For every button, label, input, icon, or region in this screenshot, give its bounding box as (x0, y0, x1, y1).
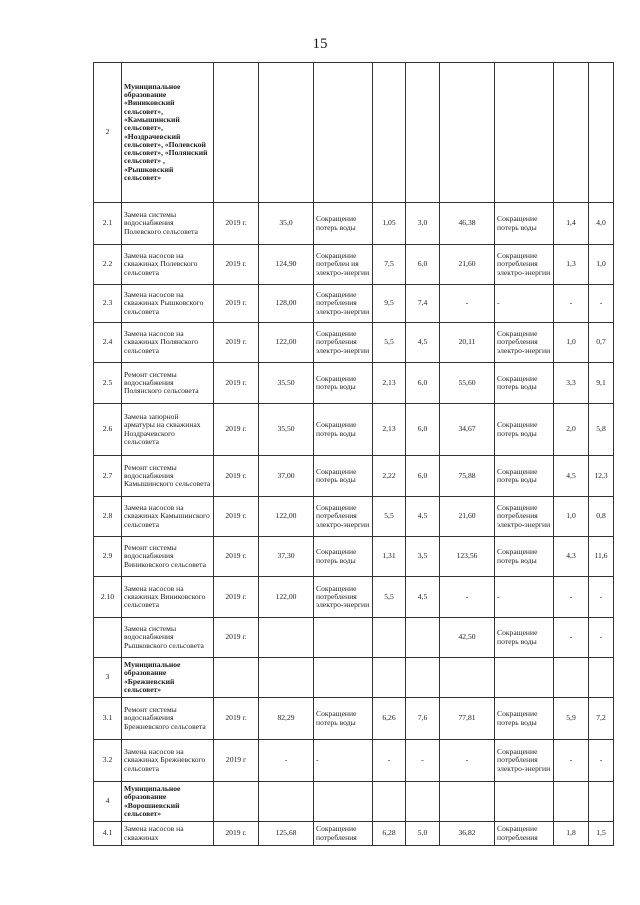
table-row (94, 404, 614, 456)
table-row (94, 245, 614, 285)
value3-cell: 3,3 (554, 363, 589, 404)
row-number: 2.5 (94, 363, 122, 404)
measure-name: Ремонт системы водоснабжения Полянского сельсовета (122, 363, 214, 404)
effect-cell: Сокращение потреблен ия электро-энергии (314, 245, 373, 285)
cost2-cell: - (440, 740, 495, 782)
value1-cell: 7,5 (373, 245, 406, 285)
value3-cell: 1,8 (554, 822, 589, 846)
year-cell: 2019 г. (214, 618, 259, 658)
value2-cell: 3,5 (406, 537, 440, 577)
value1-cell: 6,26 (373, 698, 406, 740)
empty-cell (314, 658, 373, 698)
cost-cell: 128,00 (259, 285, 314, 323)
row-number: 3.1 (94, 698, 122, 740)
value3-cell: 5,9 (554, 698, 589, 740)
empty-cell (406, 658, 440, 698)
value4-cell: 0,7 (589, 323, 614, 363)
empty-cell (314, 782, 373, 822)
cost2-cell: 42,50 (440, 618, 495, 658)
value2-cell: 4,5 (406, 497, 440, 537)
section-row (94, 658, 614, 698)
table-row (94, 456, 614, 497)
value1-cell: 2,13 (373, 404, 406, 456)
year-cell: 2019 г. (214, 285, 259, 323)
measure-name: Замена запорной арматуры на скважинах Ноздрачевского сельсовета (122, 404, 214, 456)
measures-table (93, 62, 614, 846)
empty-cell (259, 658, 314, 698)
effect-cell: Сокращение потребления электро-энергии (314, 285, 373, 323)
value2-cell: 6,0 (406, 404, 440, 456)
value2-cell: - (406, 740, 440, 782)
empty-cell (554, 658, 589, 698)
effect-cell: Сокращение потерь воды (314, 698, 373, 740)
empty-cell (589, 782, 614, 822)
effect-cell: Сокращение потерь воды (314, 537, 373, 577)
measure-name: Замена насосов на скважинах Рышковского сельсовета (122, 285, 214, 323)
municipality-name: Муниципальное образование «Брежневский сельсовет» (122, 658, 214, 698)
effect2-cell: Сокращение потребления электро-энергии (495, 497, 554, 537)
effect2-cell: Сокращение потребления электро-энергии (495, 245, 554, 285)
cost-cell (259, 618, 314, 658)
value4-cell: - (589, 577, 614, 618)
cost2-cell: 123,56 (440, 537, 495, 577)
value4-cell: 5,8 (589, 404, 614, 456)
value3-cell: 1,0 (554, 323, 589, 363)
measure-name: Ремонт системы водоснабжения Брежневского сельсовета (122, 698, 214, 740)
value1-cell: 1,05 (373, 203, 406, 245)
effect2-cell: Сокращение потерь воды (495, 203, 554, 245)
row-number: 2.2 (94, 245, 122, 285)
table-row (94, 618, 614, 658)
row-number (94, 618, 122, 658)
value4-cell: 1,0 (589, 245, 614, 285)
empty-cell (314, 63, 373, 203)
effect-cell: Сокращение потребления электро-энергии (314, 323, 373, 363)
row-number: 2.1 (94, 203, 122, 245)
empty-cell (554, 782, 589, 822)
table-row (94, 285, 614, 323)
value2-cell: 4,5 (406, 577, 440, 618)
section-row (94, 63, 614, 203)
row-number: 2.3 (94, 285, 122, 323)
row-number: 2.4 (94, 323, 122, 363)
empty-cell (495, 658, 554, 698)
cost-cell: 82,29 (259, 698, 314, 740)
cost-cell: 37,00 (259, 456, 314, 497)
effect2-cell: Сокращение потребления электро-энергии (495, 323, 554, 363)
row-number: 2.8 (94, 497, 122, 537)
cost-cell: - (259, 740, 314, 782)
row-number: 3.2 (94, 740, 122, 782)
effect2-cell: Сокращение потребления (495, 822, 554, 846)
effect2-cell: Сокращение потерь воды (495, 456, 554, 497)
value2-cell: 6,0 (406, 245, 440, 285)
value4-cell: 1,5 (589, 822, 614, 846)
value4-cell: - (589, 740, 614, 782)
measure-name: Ремонт системы водоснабжения Камышинского сельсовета (122, 456, 214, 497)
effect2-cell: - (495, 285, 554, 323)
year-cell: 2019 г. (214, 323, 259, 363)
value3-cell: - (554, 618, 589, 658)
effect2-cell: Сокращение потерь воды (495, 404, 554, 456)
municipality-name: Муниципальное образование «Виниковский сельсовет», «Камышинский сельсовет», «Ноздрачевский сельсовет», «Полевской сельсовет», «Полянский сельсовет» , «Рышковский сельсовет» (122, 63, 214, 203)
empty-cell (214, 658, 259, 698)
empty-cell (554, 63, 589, 203)
cost-cell: 122,00 (259, 497, 314, 537)
table-row (94, 323, 614, 363)
row-number: 2.10 (94, 577, 122, 618)
empty-cell (373, 63, 406, 203)
row-number: 3 (94, 658, 122, 698)
empty-cell (440, 658, 495, 698)
measure-name: Замена насосов на скважинах Камышинского сельсовета (122, 497, 214, 537)
value2-cell: 7,4 (406, 285, 440, 323)
value4-cell: - (589, 285, 614, 323)
cost2-cell: - (440, 285, 495, 323)
row-number: 4.1 (94, 822, 122, 846)
empty-cell (214, 63, 259, 203)
value1-cell: 5,5 (373, 323, 406, 363)
table-row (94, 740, 614, 782)
value2-cell: 6,0 (406, 363, 440, 404)
empty-cell (440, 63, 495, 203)
year-cell: 2019 г. (214, 404, 259, 456)
value1-cell: 5,5 (373, 577, 406, 618)
cost-cell: 35,50 (259, 363, 314, 404)
effect-cell: Сокращение потребления (314, 822, 373, 846)
measure-name: Замена системы водоснабжения Полевского сельсовета (122, 203, 214, 245)
empty-cell (373, 658, 406, 698)
row-number: 2.6 (94, 404, 122, 456)
value4-cell: 11,6 (589, 537, 614, 577)
table-row (94, 537, 614, 577)
value4-cell: 4,0 (589, 203, 614, 245)
value3-cell: 1,0 (554, 497, 589, 537)
cost-cell: 37,30 (259, 537, 314, 577)
value1-cell: 6,28 (373, 822, 406, 846)
measure-name: Замена насосов на скважинах Полевского сельсовета (122, 245, 214, 285)
effect-cell: Сокращение потерь воды (314, 456, 373, 497)
measure-name: Замена системы водоснабжения Рышковского сельсовета (122, 618, 214, 658)
cost2-cell: 55,60 (440, 363, 495, 404)
value1-cell: 9,5 (373, 285, 406, 323)
value1-cell (373, 618, 406, 658)
effect-cell: Сокращение потерь воды (314, 203, 373, 245)
empty-cell (373, 782, 406, 822)
cost2-cell: 75,88 (440, 456, 495, 497)
value2-cell: 7,6 (406, 698, 440, 740)
value4-cell: 9,1 (589, 363, 614, 404)
value1-cell: 2,22 (373, 456, 406, 497)
row-number: 2.7 (94, 456, 122, 497)
section-row (94, 782, 614, 822)
effect-cell (314, 618, 373, 658)
value3-cell: 1,4 (554, 203, 589, 245)
cost-cell: 35,50 (259, 404, 314, 456)
empty-cell (406, 63, 440, 203)
empty-cell (259, 63, 314, 203)
empty-cell (495, 782, 554, 822)
effect2-cell: Сокращение потерь воды (495, 698, 554, 740)
cost2-cell: 21,60 (440, 497, 495, 537)
year-cell: 2019 г (214, 740, 259, 782)
effect-cell: Сокращение потребления электро-энергии (314, 577, 373, 618)
value3-cell: 1,3 (554, 245, 589, 285)
value3-cell: - (554, 285, 589, 323)
value3-cell: - (554, 577, 589, 618)
year-cell: 2019 г. (214, 698, 259, 740)
cost-cell: 125,68 (259, 822, 314, 846)
value1-cell: 2,13 (373, 363, 406, 404)
value2-cell: 4,5 (406, 323, 440, 363)
empty-cell (440, 782, 495, 822)
value3-cell: - (554, 740, 589, 782)
value1-cell: - (373, 740, 406, 782)
value4-cell: - (589, 618, 614, 658)
table-row (94, 497, 614, 537)
effect2-cell: - (495, 577, 554, 618)
cost2-cell: 34,67 (440, 404, 495, 456)
year-cell: 2019 г. (214, 577, 259, 618)
cost2-cell: 46,38 (440, 203, 495, 245)
year-cell: 2019 г. (214, 245, 259, 285)
cost2-cell: 21,60 (440, 245, 495, 285)
measure-name: Замена насосов на скважинах Виниковского сельсовета (122, 577, 214, 618)
effect-cell: - (314, 740, 373, 782)
value2-cell: 5,0 (406, 822, 440, 846)
value3-cell: 4,3 (554, 537, 589, 577)
empty-cell (214, 782, 259, 822)
measure-name: Замена насосов на скважинах (122, 822, 214, 846)
cost-cell: 124,90 (259, 245, 314, 285)
year-cell: 2019 г. (214, 203, 259, 245)
cost2-cell: - (440, 577, 495, 618)
municipality-name: Муниципальное образование «Ворошневский сельсовет» (122, 782, 214, 822)
year-cell: 2019 г. (214, 363, 259, 404)
cost2-cell: 36,82 (440, 822, 495, 846)
table-row (94, 698, 614, 740)
effect2-cell: Сокращение потерь воды (495, 618, 554, 658)
empty-cell (406, 782, 440, 822)
measure-name: Ремонт системы водоснабжения Виниковского сельсовета (122, 537, 214, 577)
table-row (94, 363, 614, 404)
table-row (94, 203, 614, 245)
effect2-cell: Сокращение потребления электро-энергии (495, 740, 554, 782)
empty-cell (259, 782, 314, 822)
year-cell: 2019 г. (214, 456, 259, 497)
value1-cell: 5,5 (373, 497, 406, 537)
value4-cell: 12,3 (589, 456, 614, 497)
value2-cell: 3,0 (406, 203, 440, 245)
table-row (94, 822, 614, 846)
cost2-cell: 20,11 (440, 323, 495, 363)
effect-cell: Сокращение потребления электро-энергии (314, 497, 373, 537)
cost-cell: 35,0 (259, 203, 314, 245)
cost-cell: 122,00 (259, 577, 314, 618)
measure-name: Замена насосов на скважинах Брежневского сельсовета (122, 740, 214, 782)
value2-cell: 6,0 (406, 456, 440, 497)
cost-cell: 122,00 (259, 323, 314, 363)
empty-cell (495, 63, 554, 203)
value1-cell: 1,31 (373, 537, 406, 577)
value2-cell (406, 618, 440, 658)
cost2-cell: 77,81 (440, 698, 495, 740)
year-cell: 2019 г. (214, 537, 259, 577)
value4-cell: 7,2 (589, 698, 614, 740)
value3-cell: 2,0 (554, 404, 589, 456)
table-row (94, 577, 614, 618)
effect2-cell: Сокращение потерь воды (495, 363, 554, 404)
measure-name: Замена насосов на скважинах Полянского сельсовета (122, 323, 214, 363)
effect-cell: Сокращение потерь воды (314, 404, 373, 456)
empty-cell (589, 63, 614, 203)
row-number: 4 (94, 782, 122, 822)
effect2-cell: Сокращение потерь воды (495, 537, 554, 577)
row-number: 2.9 (94, 537, 122, 577)
row-number: 2 (94, 63, 122, 203)
year-cell: 2019 г. (214, 822, 259, 846)
page-number: 15 (312, 36, 328, 52)
effect-cell: Сокращение потерь воды (314, 363, 373, 404)
value3-cell: 4,5 (554, 456, 589, 497)
year-cell: 2019 г. (214, 497, 259, 537)
empty-cell (589, 658, 614, 698)
value4-cell: 0,8 (589, 497, 614, 537)
